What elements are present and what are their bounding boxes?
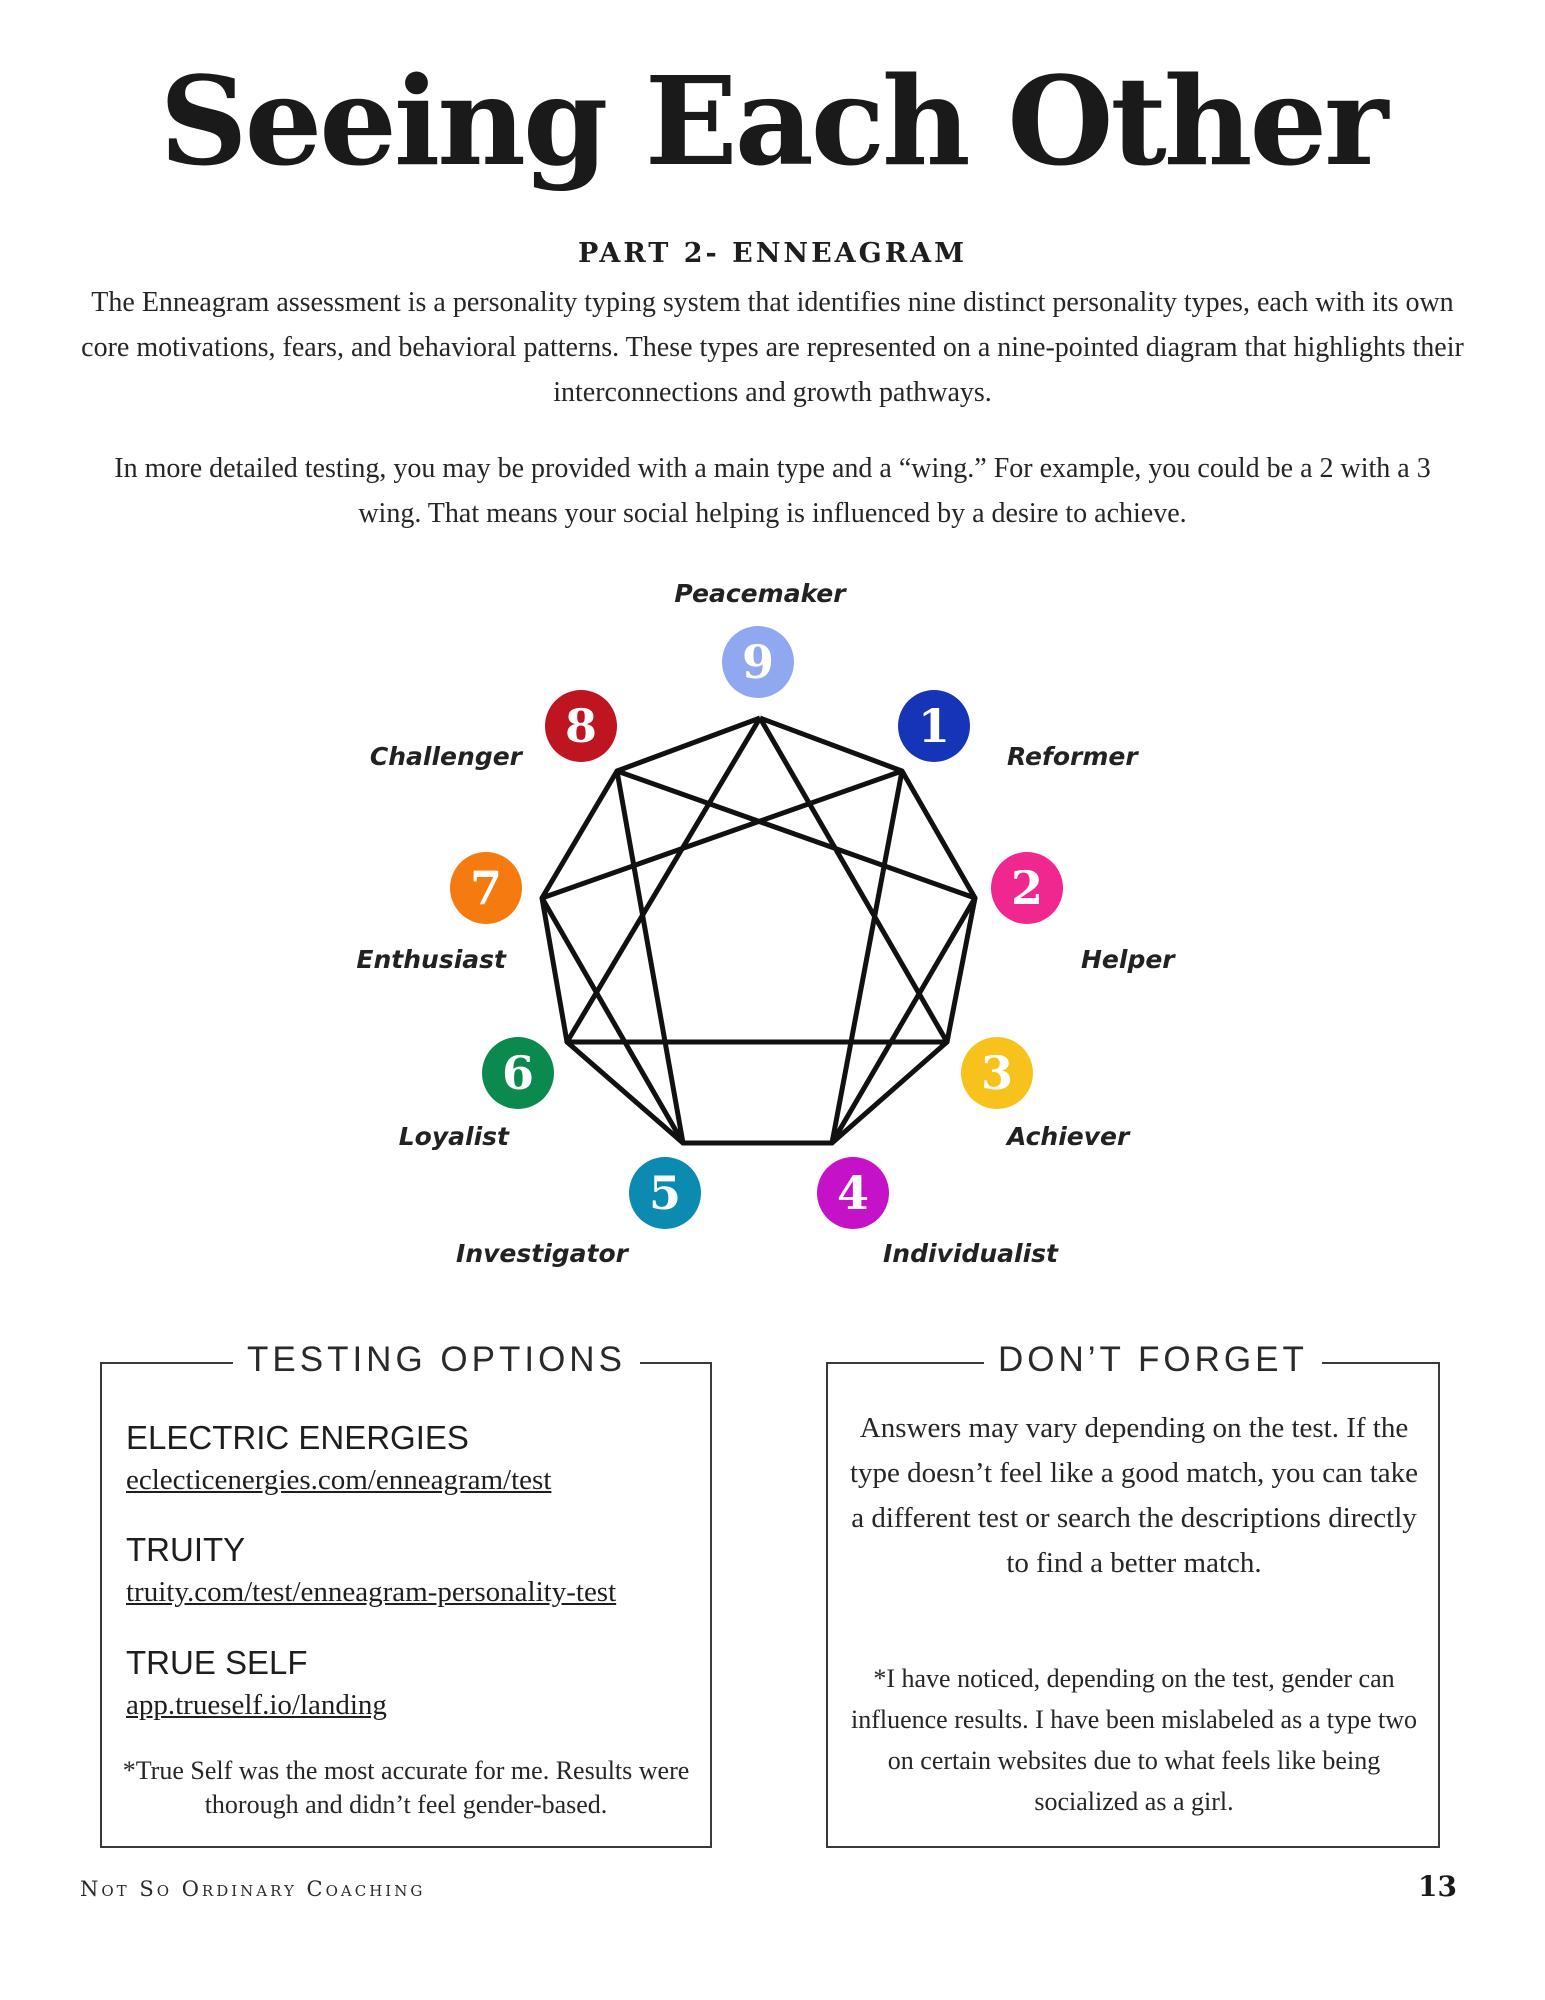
- enneagram-line: [542, 718, 975, 1143]
- type-marker-4: [817, 1157, 889, 1229]
- intro-paragraph: The Enneagram assessment is a personality typing system that identifies nine distinct personality types, each with its own core motivations, fears, and behavioral patterns. These types are represented on a nine-pointed diagram that highlights their interconnections and growth pathways.: [81, 287, 1464, 408]
- option-link-truity[interactable]: truity.com/test/enneagram-personality-test: [126, 1576, 617, 1608]
- option-link-true-self[interactable]: app.trueself.io/landing: [126, 1689, 387, 1721]
- enneagram-lines: [542, 718, 975, 1143]
- option-link-electric-energies[interactable]: eclecticenergies.com/enneagram/test: [126, 1464, 552, 1496]
- type-marker-1: [898, 690, 970, 762]
- page-number: 13: [1418, 1870, 1457, 1903]
- testing-options-title: TESTING OPTIONS: [233, 1340, 640, 1380]
- type-number: 8: [564, 699, 598, 753]
- option-name-truity: TRUITY: [126, 1531, 246, 1568]
- type-marker-7: [450, 852, 522, 924]
- option-name-electric-energies: ELECTRIC ENERGIES: [126, 1419, 469, 1456]
- type-marker-9: [722, 626, 794, 698]
- type-marker-6: [482, 1037, 554, 1109]
- type-number: 6: [501, 1046, 535, 1100]
- option-name-true-self: TRUE SELF: [126, 1644, 308, 1681]
- type-number: 5: [648, 1166, 682, 1220]
- type-marker-3: [961, 1037, 1033, 1109]
- type-number: 3: [980, 1046, 1014, 1100]
- type-label-loyalist: Loyalist: [398, 1122, 509, 1151]
- dont-forget-text: Answers may vary depending on the test. If the type doesn’t feel like a good match, you can take a different test or search the descriptions directly to find a better match.: [850, 1412, 1418, 1579]
- type-number: 9: [741, 635, 775, 689]
- dont-forget-box: [826, 1340, 1440, 1848]
- enneagram-line: [542, 771, 975, 1143]
- type-label-helper: Helper: [1081, 945, 1175, 974]
- type-label-challenger: Challenger: [369, 742, 522, 771]
- type-marker-2: [991, 852, 1063, 924]
- footer-brand: Not So Ordinary Coaching: [80, 1877, 426, 1901]
- type-number: 1: [917, 699, 951, 753]
- type-marker-8: [545, 690, 617, 762]
- testing-options-box: [100, 1340, 712, 1848]
- type-label-peacemaker: Peacemaker: [674, 579, 846, 608]
- dont-forget-title: DON’T FORGET: [984, 1340, 1322, 1380]
- enneagram-diagram: [0, 570, 1545, 1290]
- type-label-individualist: Individualist: [883, 1239, 1058, 1268]
- page-title: Seeing Each Other: [159, 49, 1386, 193]
- type-marker-5: [629, 1157, 701, 1229]
- type-number: 7: [469, 861, 503, 915]
- type-number: 2: [1010, 861, 1044, 915]
- section-subtitle: PART 2- ENNEAGRAM: [578, 238, 967, 269]
- intro-paragraph: In more detailed testing, you may be provided with a main type and a “wing.” For example, you could be a 2 with a 3 wing. That means your social helping is influenced by a desire to achieve.: [114, 453, 1431, 529]
- testing-options-note: *True Self was the most accurate for me. Results were thorough and didn’t feel gender-based.: [122, 1756, 690, 1819]
- type-label-enthusiast: Enthusiast: [356, 945, 506, 974]
- dont-forget-note: *I have noticed, depending on the test, gender can influence results. I have been mislabeled as a type two on certain websites due to what feels like being socialized as a girl.: [850, 1664, 1418, 1816]
- type-label-reformer: Reformer: [1007, 742, 1138, 771]
- type-label-achiever: Achiever: [1007, 1122, 1130, 1151]
- type-label-investigator: Investigator: [456, 1239, 628, 1268]
- type-number: 4: [836, 1166, 870, 1220]
